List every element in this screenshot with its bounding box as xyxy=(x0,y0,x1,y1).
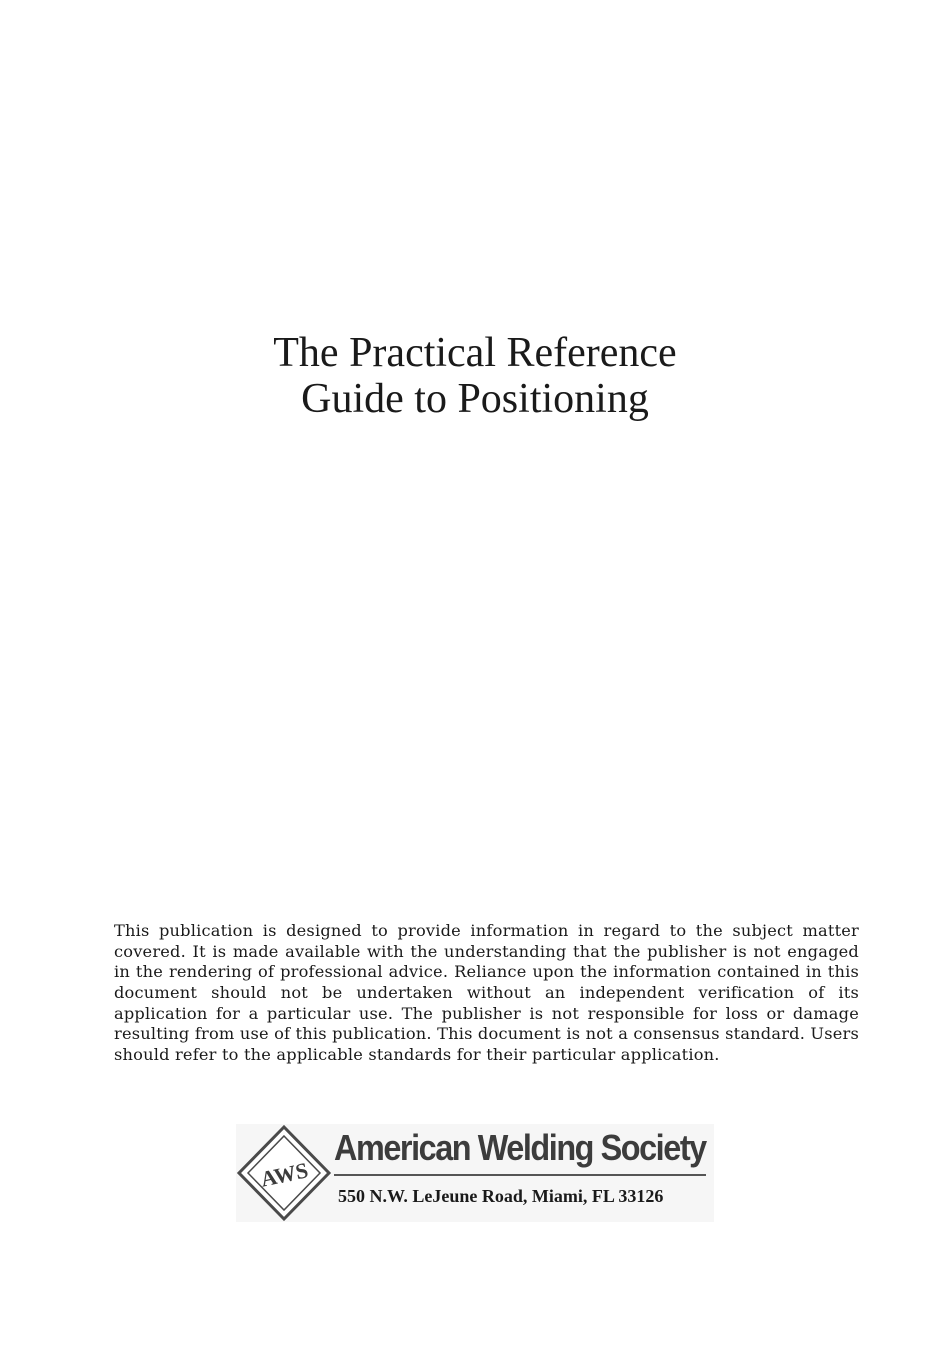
publisher-name: American Welding Society xyxy=(334,1127,706,1168)
publisher-logo-block xyxy=(236,1124,714,1222)
publisher-address: 550 N.W. LeJeune Road, Miami, FL 33126 xyxy=(338,1186,664,1206)
title-line-2: Guide to Positioning xyxy=(301,376,649,422)
title-line-1: The Practical Reference xyxy=(273,330,677,376)
logo-divider xyxy=(334,1174,706,1176)
aws-letters: AWS xyxy=(258,1157,311,1192)
aws-diamond-logo-icon xyxy=(236,1124,332,1222)
page-title xyxy=(0,330,950,422)
disclaimer-paragraph: This publication is designed to provide information in regard to the subject matter covered. It is made available with the understanding that the publisher is not engaged in the rendering of professional advice. Reliance upon the information contained in this document should not be undertaken without an independent verification of its application for a particular use. The publisher is not responsible for loss or damage resulting from use of this publication. This document is not a consensus standard. Users should refer to the applicable standards for their particular application. xyxy=(114,921,859,1064)
